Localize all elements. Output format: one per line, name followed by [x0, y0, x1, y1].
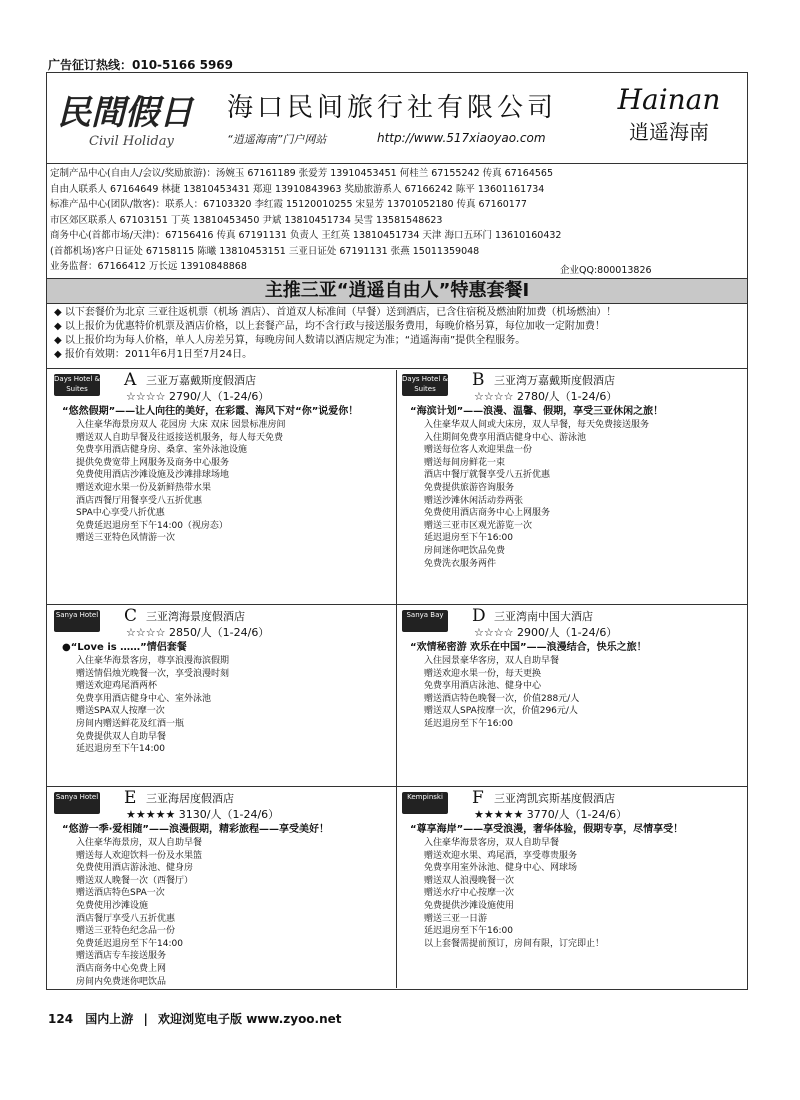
list-item: • 入住豪华双人间或大床房，双人早餐，每天免费接送服务 — [424, 419, 742, 432]
page-footer — [48, 1010, 342, 1027]
company-qq: 企业QQ:800013826 — [560, 265, 652, 276]
list-item: • 免费使用酒店商务中心上网服务 — [424, 507, 742, 520]
list-item: • 延迟退房至下午16:00 — [424, 925, 742, 938]
list-item: • 赠送双人自助早餐及往返接送机服务，每人每天免费 — [76, 432, 394, 445]
footer-separator: | — [143, 1012, 148, 1026]
contact-line: 商务中心(首都市场/天津)：67156416 传真 67191131 负责人 王红英 13810451734 天津 海口五环门 13610160432 — [50, 230, 562, 241]
list-item: • 免费使用酒店游泳池、健身房 — [76, 862, 394, 875]
note-line: ◆ 报价有效期：2011年6月1日至7月24日。 — [54, 349, 253, 360]
contact-list — [50, 166, 744, 275]
list-item: • 房间内赠送鲜花及红酒一瓶 — [76, 718, 394, 731]
note-line: ◆ 以上报价均为每人价格，单人人房差另算，每晚房间人数请以酒店规定为准；“逍遥海南”提供全程服务。 — [54, 335, 526, 346]
list-item: • 免费提供双人自助早餐 — [76, 731, 394, 744]
footer-section: 国内上游 — [85, 1012, 134, 1026]
list-item: • 赠送SPA双人按摩一次 — [76, 705, 394, 718]
list-item: • 赠送欢迎水果一份，每天更换 — [424, 668, 742, 681]
hainan-logo — [599, 83, 739, 145]
list-item: • 延迟退房至下午16:00 — [424, 718, 742, 731]
list-item: • 赠送每位客人欢迎果盘一份 — [424, 444, 742, 457]
hotel-price: ☆☆☆☆ 2900/人（1-24/6） — [474, 626, 618, 639]
list-item: • 入住豪华海景客房，尊享浪漫海滨假期 — [76, 655, 394, 668]
hotel-logo: Days Hotel & Suites — [54, 374, 100, 396]
hotel-name: 三亚海居度假酒店 — [146, 792, 234, 805]
list-item: • 免费洗衣服务两件 — [424, 558, 742, 571]
package-slogan: ●“Love is ……”情侣套餐 — [62, 642, 187, 653]
contact-line: 标准产品中心(团队/散客)：联系人：67103320 李红霞 15120010255 宋显芳 13701052180 传真 67160177 — [50, 199, 527, 210]
list-item: • 赠送欢迎鸡尾酒两杯 — [76, 680, 394, 693]
hotel-name: 三亚湾凯宾斯基度假酒店 — [494, 792, 615, 805]
contact-line: 定制产品中心(自由人/会议/奖励旅游)：汤婉玉 67161189 张爱芳 13910453451 何桂兰 67155242 传真 67164565 — [50, 168, 553, 179]
hotel-logo: Sanya Hotel — [54, 792, 100, 814]
contact-line: 自由人联系人 67164649 林捷 13810453431 郑迎 13910843963 奖励旅游系人 67166242 陈平 13601161734 — [50, 183, 545, 195]
list-item: • 赠送酒店特色SPA一次 — [76, 887, 394, 900]
logo-chinese: 民間假日 — [57, 93, 193, 133]
list-item: • 免费享用酒店泳池、健身中心 — [424, 680, 742, 693]
list-item: • 赠送双人晚餐一次（西餐厅） — [76, 875, 394, 888]
list-item: • 赠送三亚市区观光游览一次 — [424, 520, 742, 533]
ad-hotline: 广告征订热线：010-5166 5969 — [48, 58, 234, 72]
list-item: • 赠送水疗中心按摩一次 — [424, 887, 742, 900]
list-item: • 免费延迟退房至下午14:00 — [76, 938, 394, 951]
package-slogan: “悠然假期”——让人向往的美好，在彩霞、海风下对“你”说爱你！ — [62, 406, 359, 417]
hotel-price: ★★★★★ 3130/人（1-24/6） — [126, 808, 280, 821]
hainan-logo-english: Hainan — [617, 83, 721, 116]
list-item: • 赠送情侣烛光晚餐一次，享受浪漫时刻 — [76, 668, 394, 681]
package-letter: C — [124, 606, 138, 626]
list-item: • 免费享用酒店健身中心、室外泳池 — [76, 693, 394, 706]
company-logo — [57, 85, 207, 149]
package-letter: A — [124, 370, 137, 390]
list-item: • 酒店餐厅享受八五折优惠 — [76, 913, 394, 926]
list-item: • 免费享用酒店健身房、桑拿、室外泳池设施 — [76, 444, 394, 457]
list-item: • 赠送酒店特色晚餐一次，价值288元/人 — [424, 693, 742, 706]
hotel-logo: Sanya Bay — [402, 610, 448, 632]
website-url[interactable]: http://www.517xiaoyao.com — [377, 131, 546, 145]
list-item: • 赠送三亚特色风情游一次 — [76, 532, 394, 545]
hotel-price: ★★★★★ 3770/人（1-24/6） — [474, 808, 628, 821]
section-title: 主推三亚“逍遥自由人”特惠套餐Ⅰ — [47, 278, 747, 304]
package-slogan: “海滨计划”——浪漫、温馨、假期，享受三亚休闲之旅！ — [410, 406, 664, 417]
note-line: ◆ 以下套餐价为北京 三亚往返机票（机场 酒店）、首道双人标准间（早餐）送到酒店，已含住宿税及燃油附加费（机场燃油）！ — [54, 307, 617, 318]
portal-label: “逍遥海南”门户网站 — [227, 133, 327, 146]
note-line: ◆ 以上报价为优惠特价机票及酒店价格，以上套餐产品，均不含行政与接送服务费用，每晚价格另算，每位加收一定附加费！ — [54, 321, 605, 332]
package-notes — [54, 306, 744, 362]
package-letter: D — [472, 606, 486, 626]
footer-note: 欢迎浏览电子版 www.zyoo.net — [158, 1012, 342, 1026]
list-item: • 免费提供沙滩设施使用 — [424, 900, 742, 913]
list-item: • 赠送三亚特色纪念品一份 — [76, 925, 394, 938]
hotel-name: 三亚湾南中国大酒店 — [494, 610, 593, 623]
hotel-logo: Days Hotel & Suites — [402, 374, 448, 396]
list-item: • 延迟退房至下午16:00 — [424, 532, 742, 545]
list-item: • 入住园景豪华客房，双人自助早餐 — [424, 655, 742, 668]
list-item: • 以上套餐需提前预订，房间有限，订完即止！ — [424, 938, 742, 951]
list-item: • 免费提供旅游咨询服务 — [424, 482, 742, 495]
list-item: • 入住豪华海景房，双人自助早餐 — [76, 837, 394, 850]
hotel-package-c — [54, 606, 394, 756]
hotel-package-d — [402, 606, 742, 731]
hotel-package-b — [402, 370, 742, 570]
list-item: • 提供免费宽带上网服务及商务中心服务 — [76, 457, 394, 470]
list-item: • 免费使用酒店沙滩设施及沙滩排球场地 — [76, 469, 394, 482]
package-letter: F — [472, 788, 484, 808]
package-letter: E — [124, 788, 137, 808]
list-item: • 酒店中餐厅就餐享受八五折优惠 — [424, 469, 742, 482]
hotel-price: ☆☆☆☆ 2780/人（1-24/6） — [474, 390, 618, 403]
list-item: • 赠送欢迎水果、鸡尾酒，享受尊贵服务 — [424, 850, 742, 863]
divider — [47, 368, 747, 369]
page-number: 124 — [48, 1012, 74, 1026]
contact-line: (首都机场)客户日证处 67158115 陈曦 13810453151 三亚日证处 67191131 张燕 15011359048 — [50, 245, 480, 257]
contact-line: 业务监督：67166412 万长远 13910848868 — [50, 261, 247, 272]
hotel-logo: Kempinski — [402, 792, 448, 814]
list-item: • 延迟退房至下午14:00 — [76, 743, 394, 756]
divider — [47, 786, 747, 787]
list-item: • 赠送沙滩休闲活动券两张 — [424, 495, 742, 508]
list-item: • 免费享用室外泳池、健身中心、网球场 — [424, 862, 742, 875]
list-item: • 赠送酒店专车接送服务 — [76, 950, 394, 963]
hotel-package-f — [402, 788, 742, 950]
divider — [47, 604, 747, 605]
list-item: • 赠送每间房鲜花一束 — [424, 457, 742, 470]
hotel-name: 三亚万嘉戴斯度假酒店 — [146, 374, 256, 387]
logo-english: Civil Holiday — [89, 134, 174, 149]
column-divider — [396, 370, 397, 988]
hainan-logo-chinese: 逍遥海南 — [629, 120, 709, 144]
list-item: • 赠送每人欢迎饮料一份及水果篮 — [76, 850, 394, 863]
list-item: • 赠送双人浪漫晚餐一次 — [424, 875, 742, 888]
list-item: • 酒店商务中心免费上网 — [76, 963, 394, 976]
list-item: • 免费延迟退房至下午14:00（视房态） — [76, 520, 394, 533]
list-item: • 赠送欢迎水果一份及新鲜热带水果 — [76, 482, 394, 495]
company-name: 海口民间旅行社有限公司 — [227, 93, 558, 123]
list-item: • 赠送三亚一日游 — [424, 913, 742, 926]
hotel-price: ☆☆☆☆ 2850/人（1-24/6） — [126, 626, 270, 639]
list-item: • 入住期间免费享用酒店健身中心、游泳池 — [424, 432, 742, 445]
hotel-package-e — [54, 788, 394, 988]
list-item: • SPA中心享受八折优惠 — [76, 507, 394, 520]
list-item: • 酒店西餐厅用餐享受八五折优惠 — [76, 495, 394, 508]
package-slogan: “悠游一季·爱相随”——浪漫假期，精彩旅程——享受美好！ — [62, 824, 329, 835]
hotel-name: 三亚湾万嘉戴斯度假酒店 — [494, 374, 615, 387]
list-item: • 入住豪华海景房双人 花园房 大床 双床 园景标准房间 — [76, 419, 394, 432]
package-slogan: “尊享海岸”——享受浪漫，奢华体验，假期专享，尽情享受！ — [410, 824, 684, 835]
package-letter: B — [472, 370, 485, 390]
list-item: • 免费使用沙滩设施 — [76, 900, 394, 913]
hotel-name: 三亚湾海景度假酒店 — [146, 610, 245, 623]
package-slogan: “欢情秘密游 欢乐在中国”——浪漫结合，快乐之旅！ — [410, 642, 647, 653]
contact-line: 市区郊区联系人 67103151 丁英 13810453450 尹斌 13810451734 吴雪 13581548623 — [50, 214, 443, 226]
hotel-package-a — [54, 370, 394, 545]
company-banner — [47, 73, 747, 164]
hotel-price: ☆☆☆☆ 2790/人（1-24/6） — [126, 390, 270, 403]
hotel-logo: Sanya Hotel — [54, 610, 100, 632]
list-item: • 房间迷你吧饮品免费 — [424, 545, 742, 558]
list-item: • 入住豪华海景客房，双人自助早餐 — [424, 837, 742, 850]
list-item: • 赠送双人SPA按摩一次，价值296元/人 — [424, 705, 742, 718]
list-item: • 房间内免费迷你吧饮品 — [76, 976, 394, 989]
